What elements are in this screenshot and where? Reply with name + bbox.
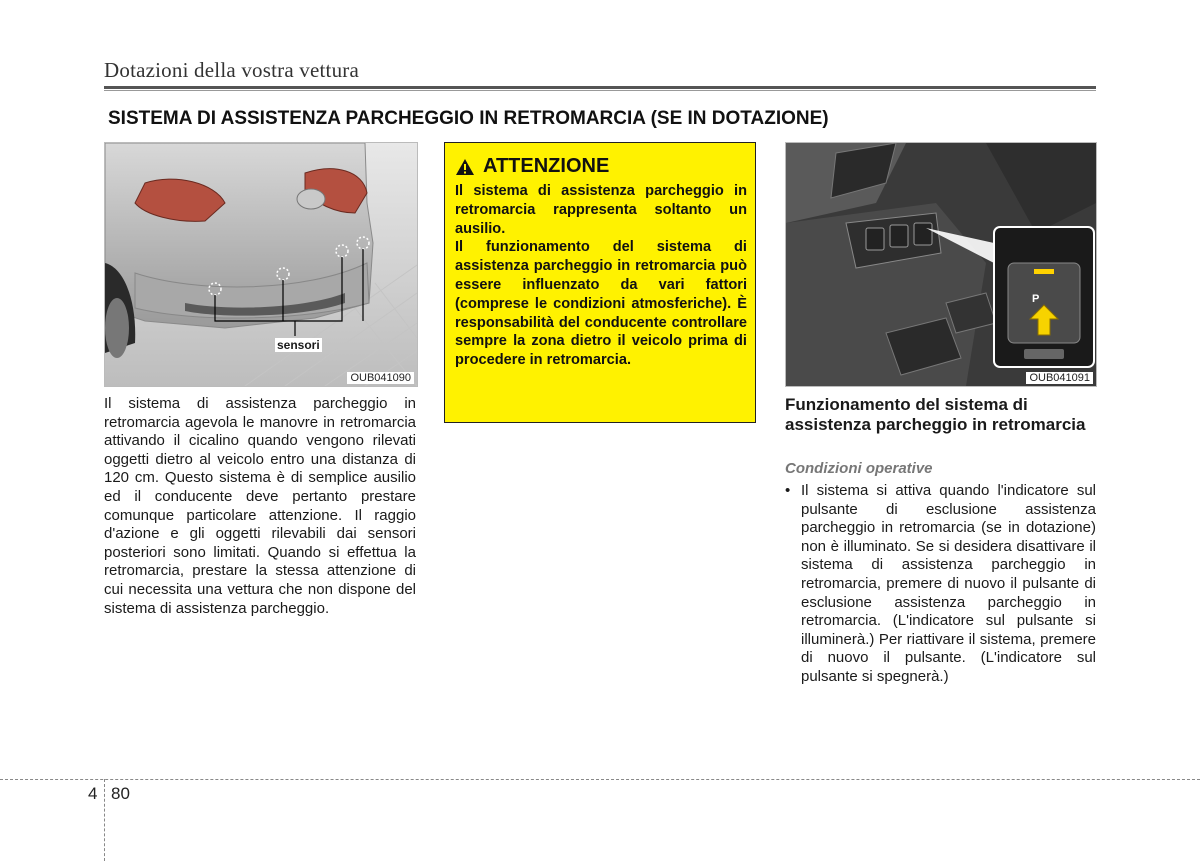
rear-bumper-sensors-image [104, 142, 418, 387]
parking-assist-button-image [785, 142, 1097, 387]
warning-box [444, 142, 756, 423]
page-number: 80 [111, 784, 130, 803]
warning-triangle-icon [455, 158, 475, 176]
warning-title: ATTENZIONE [483, 155, 610, 177]
section-heading: SISTEMA DI ASSISTENZA PARCHEGGIO IN RETROMARCIA (SE IN DOTAZIONE) [108, 108, 829, 129]
image-code: OUB041091 [1026, 372, 1093, 384]
chapter-number: 4 [88, 784, 98, 803]
operation-subheading: Funzionamento del sistema di assistenza parcheggio in retromarcia [785, 395, 1086, 434]
header-rule-thin [104, 90, 1096, 91]
image-code: OUB041090 [347, 372, 414, 384]
warning-paragraph: Il sistema di assistenza parcheggio in retromarcia rappresenta soltanto un ausilio. [455, 183, 747, 237]
bullet-marker: • [785, 482, 791, 499]
bullet-item [785, 482, 1096, 687]
sensori-label: sensori [277, 338, 320, 352]
footer-vertical-rule [104, 779, 105, 861]
conditions-label: Condizioni operative [785, 460, 933, 477]
intro-paragraph: Il sistema di assistenza parcheggio in retromarcia agevola le manovre in retromarcia attivando il cicalino quando vengono rilevati oggetti dietro al veicolo entro una distanza di 120 cm. Questo sistema è di semplice ausilio ed il conducente deve pertanto prestare comunque particolare attenzione. Il raggio d'azione e gli oggetti rilevabili dai sensori posteriori sono limitati. Quando si effettua la retromarcia, prestare la stessa attenzione di cui necessita una vettura che non dispone del sistema di assistenza parcheggio. [104, 395, 416, 617]
warning-title-row [455, 155, 609, 178]
footer-rule [0, 779, 1200, 780]
bullet-text: Il sistema si attiva quando l'indicatore sul pulsante di esclusione assistenza parcheggio in retromarcia (se in dotazione) non è illuminato. Se si desidera disattivare il sistema di assistenza parcheggio in retromarcia, premere di nuovo il pulsante di esclusione assistenza parcheggio in retromarcia. (L'indicatore sul pulsante si illuminerà.) Per riattivare il sistema, premere di nuovo il pulsante. (L'indicatore sul pulsante si spegnerà.) [801, 482, 1096, 685]
rear-bumper-illustration [105, 143, 417, 386]
page-header-title: Dotazioni della vostra vettura [104, 58, 359, 82]
header-rule [104, 86, 1096, 89]
parking-button-label: P [1032, 293, 1040, 305]
warning-body [455, 182, 747, 370]
warning-paragraph: Il funzionamento del sistema di assistenza parcheggio in retromarcia può essere influenzato da vari fattori (comprese le condizioni atmosferiche). È responsabilità del conducente controllare sempre la zona dietro il veicolo prima di procedere in retromarcia. [455, 239, 747, 369]
dashboard-illustration [786, 143, 1096, 386]
